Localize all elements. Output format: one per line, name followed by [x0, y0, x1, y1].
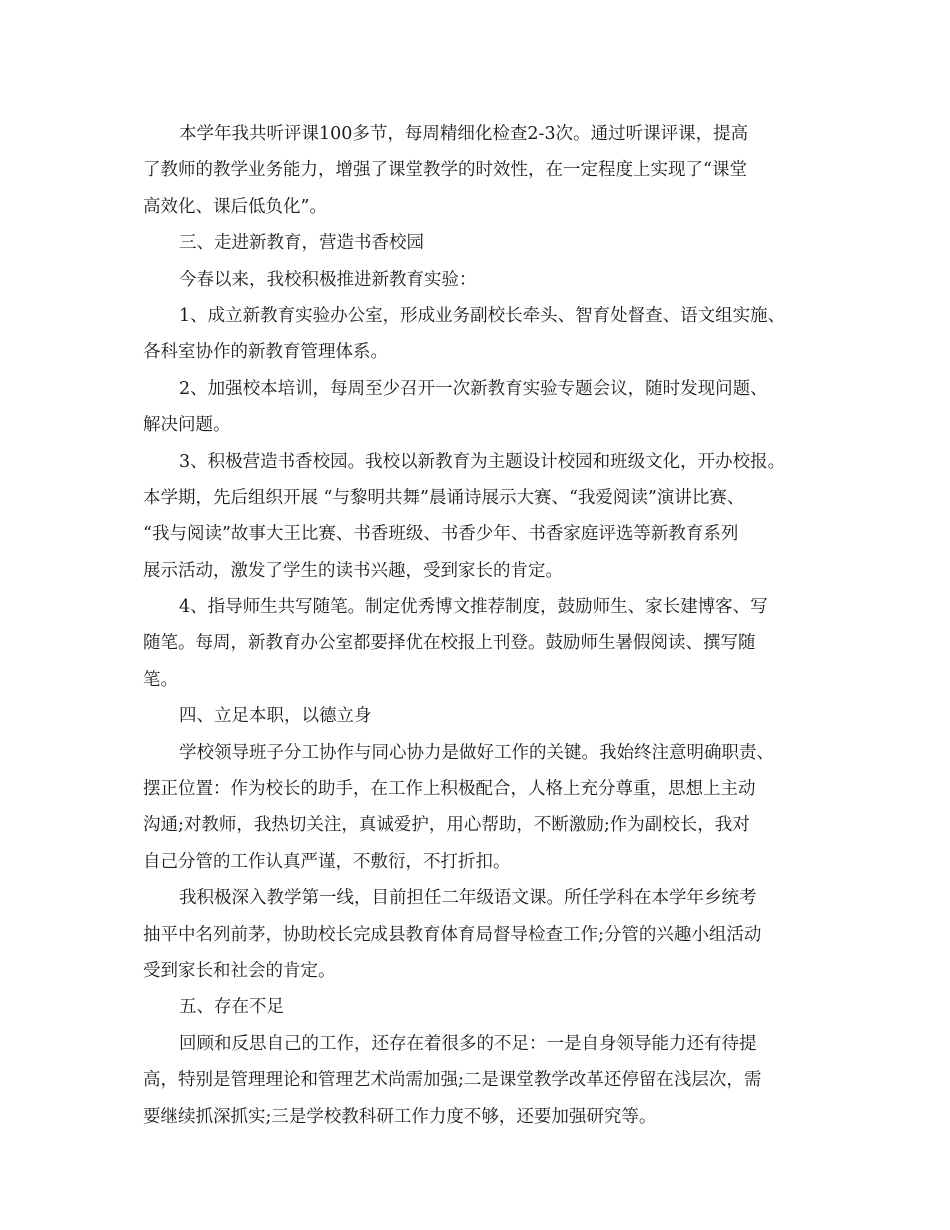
text-line: 展示活动，激发了学生的读书兴趣，受到家长的肯定。 — [143, 560, 563, 581]
text-line: 自己分管的工作认真严谨，不敷衍，不打折扣。 — [143, 851, 511, 872]
text-line: 本学年我共听评课100多节，每周精细化检查2-3次。通过听课评课，提高 — [179, 124, 749, 144]
text-line: 学校领导班子分工协作与同心协力是做好工作的关键。我始终注意明确职责、 — [179, 742, 774, 763]
text-line: 随笔。每周，新教育办公室都要择优在校报上刊登。鼓励师生暑假阅读、撰写随 — [143, 633, 756, 654]
text-line: 抽平中名列前茅，协助校长完成县教育体育局督导检查工作;分管的兴趣小组活动 — [143, 924, 762, 945]
text-line: 三、走进新教育，营造书香校园 — [179, 233, 424, 254]
text-line: 1、成立新教育实验办公室，形成业务副校长牵头、智育处督查、语文组实施、 — [179, 305, 786, 326]
text-line: 各科室协作的新教育管理体系。 — [143, 342, 388, 363]
text-line: 沟通;对教师，我热切关注，真诚爱护，用心帮助，不断激励;作为副校长，我对 — [143, 815, 750, 836]
text-line: 我积极深入教学第一线，目前担任二年级语文课。所任学科在本学年乡统考 — [179, 888, 757, 909]
text-line: 2、加强校本培训，每周至少召开一次新教育实验专题会议，随时发现问题、 — [179, 378, 768, 399]
document-body — [143, 116, 823, 1135]
text-line: 高，特别是管理理论和管理艺术尚需加强;二是课堂教学改革还停留在浅层次，需 — [143, 1070, 762, 1091]
text-line: 回顾和反思自己的工作，还存在着很多的不足：一是自身领导能力还有待提 — [179, 1033, 757, 1054]
text-line: “我与阅读”故事大王比赛、书香班级、书香少年、书香家庭评选等新教育系列 — [143, 524, 739, 545]
text-line: 了教师的教学业务能力，增强了课堂教学的时效性，在一定程度上实现了“课堂 — [143, 160, 747, 181]
text-line: 3、积极营造书香校园。我校以新教育为主题设计校园和班级文化，开办校报。 — [179, 451, 786, 472]
text-line: 本学期，先后组织开展 “与黎明共舞”晨诵诗展示大赛、“我爱阅读”演讲比赛、 — [143, 487, 745, 508]
text-line: 四、立足本职，以德立身 — [179, 706, 372, 727]
text-line: 受到家长和社会的肯定。 — [143, 960, 336, 981]
text-line: 五、存在不足 — [179, 997, 284, 1018]
text-line: 摆正位置：作为校长的助手，在工作上积极配合，人格上充分尊重，思想上主动 — [143, 779, 756, 800]
text-line: 解决问题。 — [143, 415, 231, 436]
text-line: 今春以来，我校积极推进新教育实验： — [179, 269, 477, 290]
text-line: 4、指导师生共写随笔。制定优秀博文推荐制度，鼓励师生、家长建博客、写 — [179, 597, 768, 618]
text-line: 要继续抓深抓实;三是学校教科研工作力度不够，还要加强研究等。 — [143, 1106, 657, 1127]
text-line: 笔。 — [143, 669, 178, 690]
text-line: 高效化、课后低负化”。 — [143, 196, 327, 217]
